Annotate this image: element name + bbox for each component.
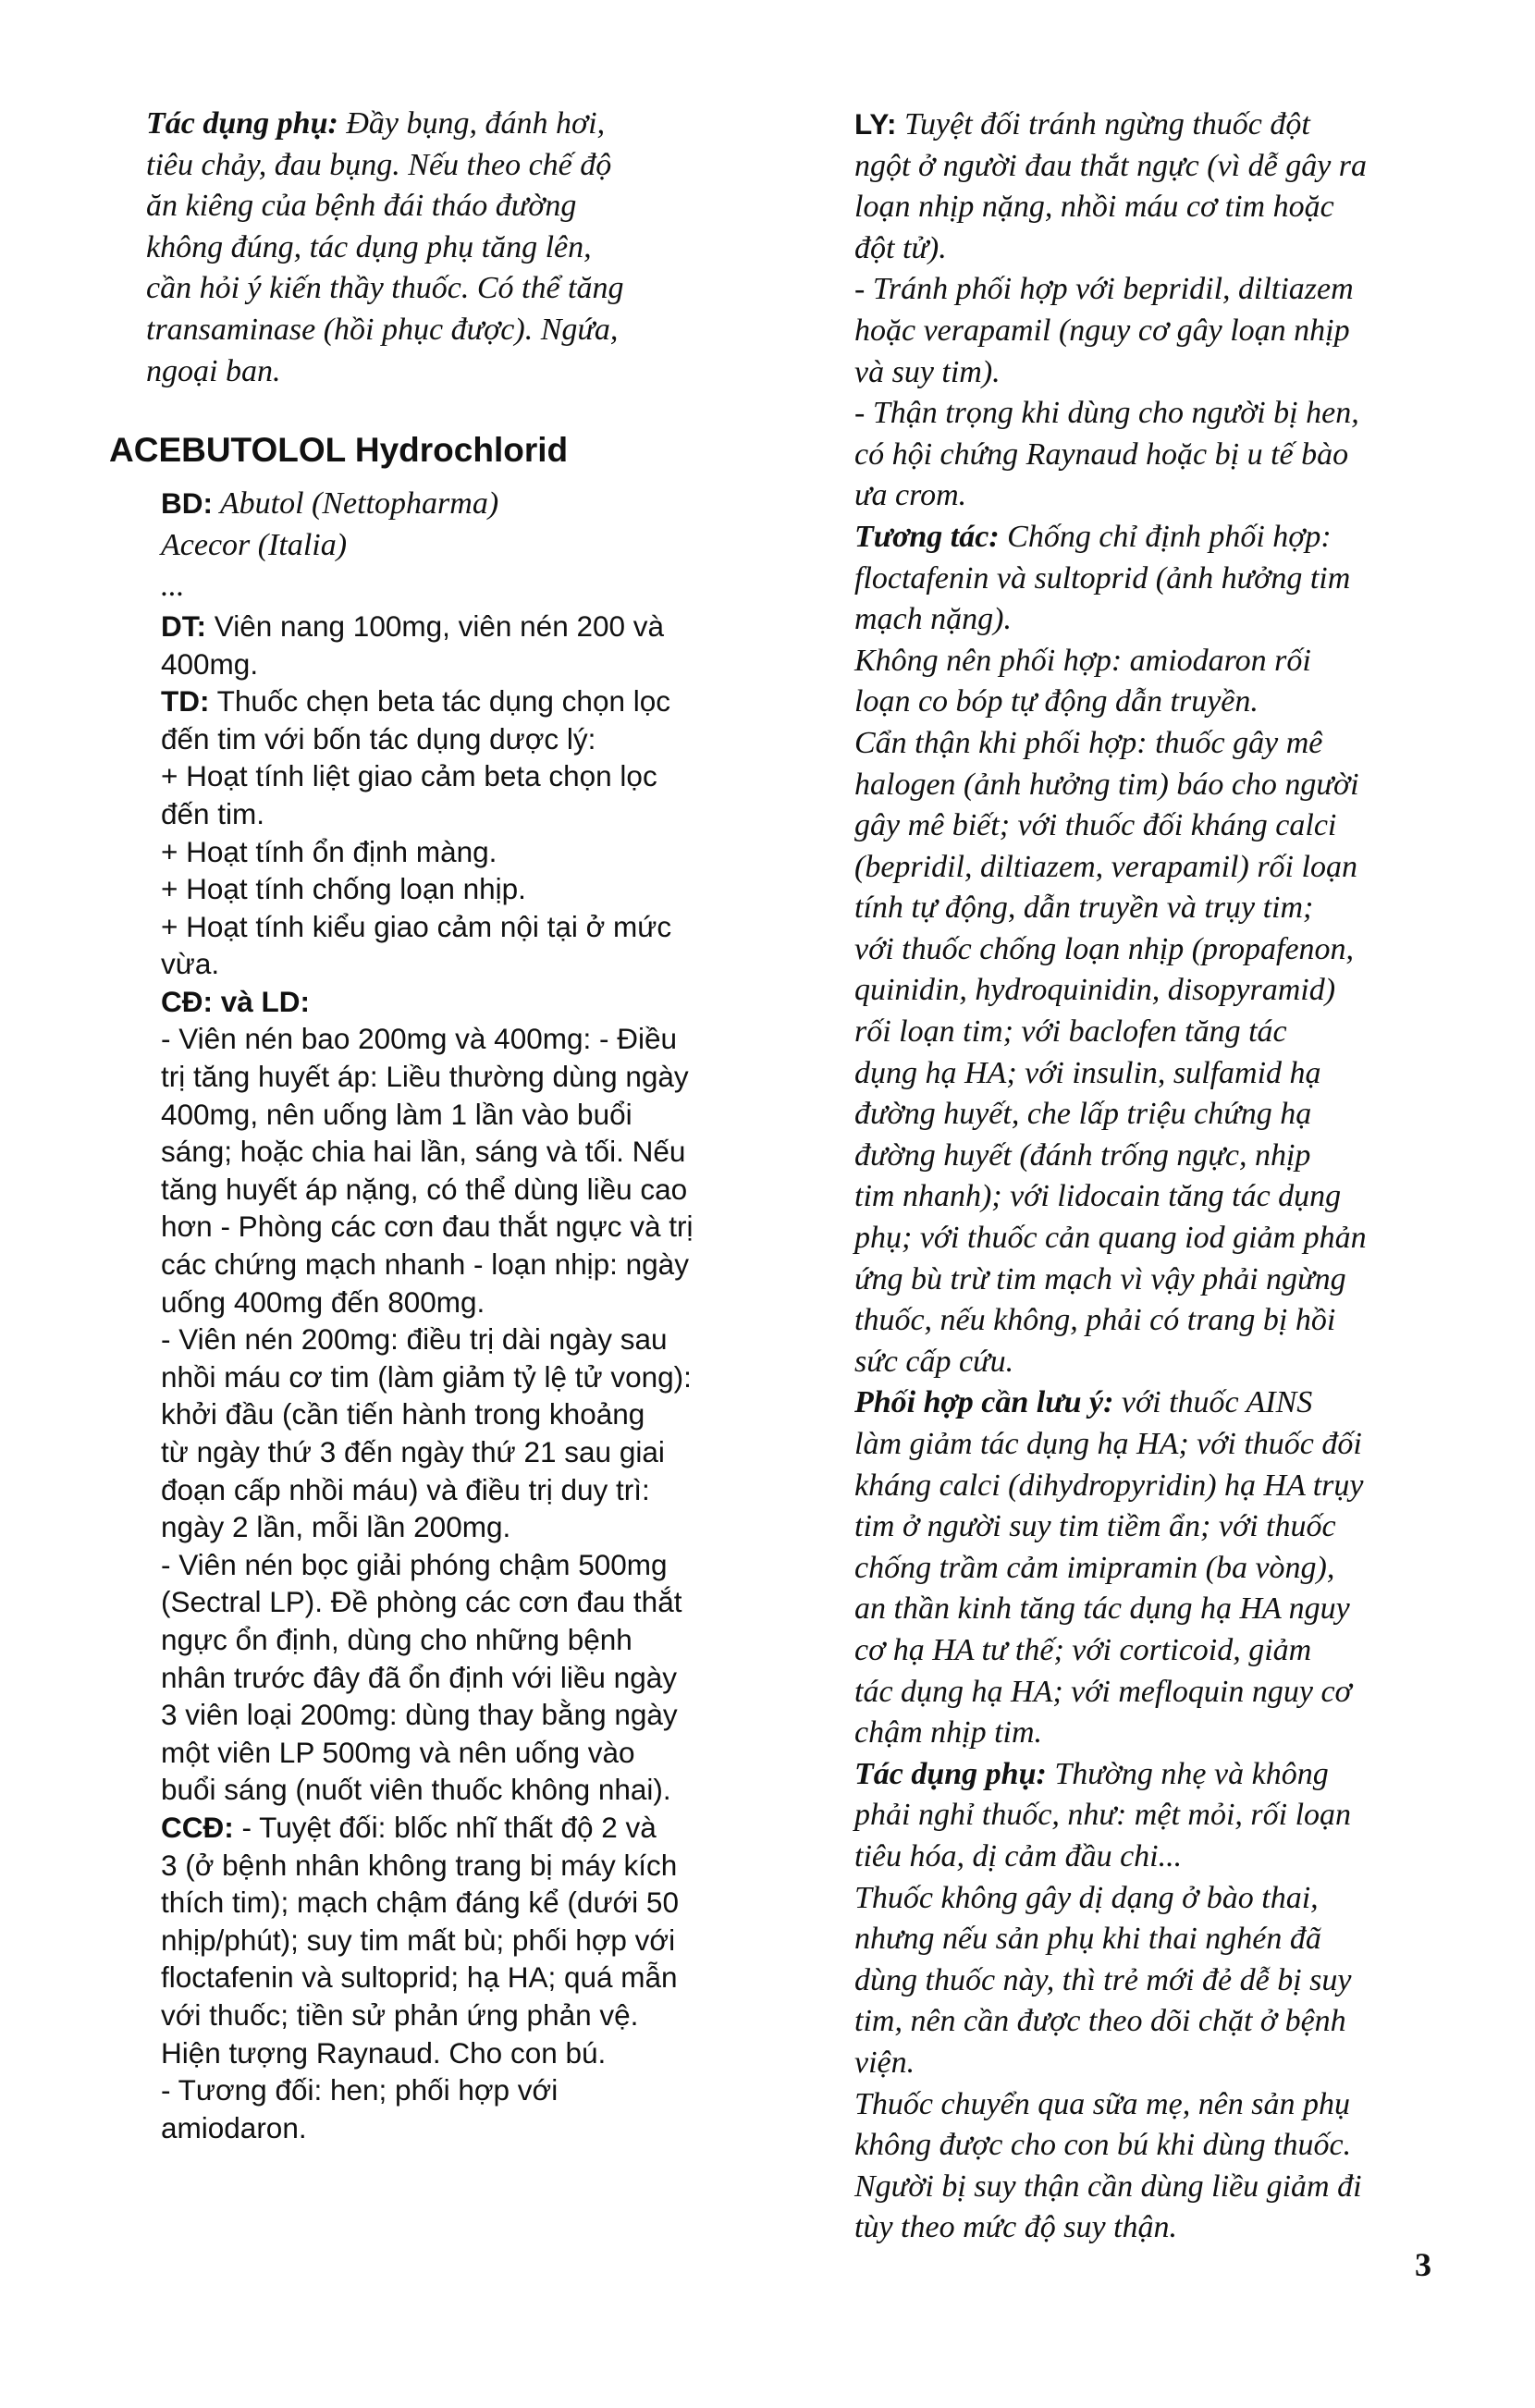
dt-text: Viên nang 100mg, viên nén 200 và 400mg. <box>161 608 665 681</box>
dosage-form-section <box>161 608 756 682</box>
indication-text: - Viên nén bao 200mg và 400mg: - Điều trị tăng huyết áp: Liều thường dùng ngày 400mg, nên uống làm 1 lần vào buổi sáng; hoặc chia hai lần, sáng và tối. Nếu tăng huyết áp nặng, có thể dùng liều cao hơn - Phòng các cơn đau thắt ngực và trị các chứng mạch nhanh - loạn nhịp: ngày uống 400mg đến 800mg. - Viên nén 200mg: điều trị dài ngày sau nhồi máu cơ tim (làm giảm tỷ lệ tử vong): khởi đầu (cần tiến hành trong khoảng từ ngày thứ 3 đến ngày thứ 21 sau giai đoạn cấp nhồi máu) và điều trị duy trì: ngày 2 lần, mỗi lần 200mg. - Viên nén bọc giải phóng chậm 500mg (Sectral LP). Đề phòng các cơn đau thắt ngực ổn định, dùng cho những bệnh nhân trước đây đã ổn định với liều ngày 3 viên loại 200mg: dùng thay bằng ngày một viên LP 500mg và nên uống vào buổi sáng (nuốt viên thuốc không nhai). <box>161 1022 694 1807</box>
bd-label: BD: <box>161 486 213 521</box>
action-section <box>161 682 756 983</box>
caution-section <box>854 104 1461 517</box>
adverse-label: Tác dụng phụ: <box>854 1756 1047 1791</box>
left-column <box>109 104 756 2146</box>
side-effects-intro <box>146 104 756 392</box>
combination-text: với thuốc AINS làm giảm tác dụng hạ HA; với thuốc đối kháng calci (dihydropyridin) hạ HA trụy tim ở người suy tim tiềm ẩn; với thuốc chống trầm cảm imipramin (ba vòng), an thần kinh tăng tác dụng hạ HA nguy cơ hạ HA tư thế; với corticoid, giảm tác dụng hạ HA; với mefloquin nguy cơ chậm nhịp tim. <box>854 1385 1364 1751</box>
bd-text: Abutol (Nettopharma) Acecor (Italia) ... <box>161 486 499 604</box>
side-effects-text: Đầy bụng, đánh hơi, tiêu chảy, đau bụng. Nếu theo chế độ ăn kiêng của bệnh đái tháo đường không đúng, tác dụng phụ tăng lên, cần hỏi ý kiến thầy thuốc. Có thể tăng transaminase (hồi phục được). Ngứa, ngoại ban. <box>146 106 624 388</box>
contraindication-section <box>161 1809 756 2146</box>
interaction-text: Chống chỉ định phối hợp: floctafenin và sultoprid (ảnh hưởng tim mạch nặng). Không nên phối hợp: amiodaron rối loạn co bóp tự động dẫn truyền. Cẩn thận khi phối hợp: thuốc gây mê halogen (ảnh hưởng tim) báo cho người gây mê biết; với thuốc đối kháng calci (bepridil, diltiazem, verapamil) rối loạn tính tự động, dẫn truyền và trụy tim; với thuốc chống loạn nhịp (propafenon, quinidin, hydroquinidin, disopyramid) rối loạn tim; với baclofen tăng tác dụng hạ HA; với insulin, sulfamid hạ đường huyết, che lấp triệu chứng hạ đường huyết (đánh trống ngực, nhịp tim nhanh); với lidocain tăng tác dụng phụ; với thuốc cản quang iod giảm phản ứng bù trừ tim mạch vì vậy phải ngừng thuốc, nếu không, phải có trang bị hồi sức cấp cứu. <box>854 519 1367 1379</box>
brand-section <box>161 483 756 608</box>
adverse-text: Thường nhẹ và không phải nghỉ thuốc, như: mệt mỏi, rối loạn tiêu hóa, dị cảm đầu chi... Thuốc không gây dị dạng ở bào thai, nhưng nếu sản phụ khi thai nghén đã dùng thuốc này, thì trẻ mới đẻ dễ bị suy tim, nên cần được theo dõi chặt ở bệnh viện. Thuốc chuyển qua sữa mẹ, nên sản phụ không được cho con bú khi dùng thuốc. Người bị suy thận cần dùng liều giảm đi tùy theo mức độ suy thận. <box>854 1756 1362 2245</box>
td-label: TD: <box>161 684 210 719</box>
ccd-text: - Tuyệt đối: blốc nhĩ thất độ 2 và 3 (ở bệnh nhân không trang bị máy kích thích tim); mạch chậm đáng kể (dưới 50 nhịp/phút); suy tim mất bù; phối hợp với floctafenin và sultoprid; hạ HA; quá mẫn với thuốc; tiền sử phản ứng phản vệ. Hiện tượng Raynaud. Cho con bú. - Tương đối: hen; phối hợp với amiodaron. <box>161 1810 679 2144</box>
ly-text: Tuyệt đối tránh ngừng thuốc đột ngột ở người đau thắt ngực (vì dễ gây ra loạn nhịp nặng, nhồi máu cơ tim hoặc đột tử). - Tránh phối hợp với bepridil, diltiazem hoặc verapamil (nguy cơ gây loạn nhịp và suy tim). - Thận trọng khi dùng cho người bị hen, có hội chứng Raynaud hoặc bị u tế bào ưa crom. <box>854 107 1368 513</box>
ly-label: LY: <box>854 107 897 141</box>
combination-section <box>854 1382 1461 1753</box>
page-number: 3 <box>1415 2246 1431 2283</box>
dt-label: DT: <box>161 608 206 643</box>
right-column <box>854 104 1461 2249</box>
adverse-section <box>854 1754 1461 2249</box>
ccd-label: CCĐ: <box>161 1810 234 1844</box>
indication-label: CĐ: và LD: <box>161 984 311 1018</box>
td-text: Thuốc chẹn beta tác dụng chọn lọc đến tim với bốn tác dụng dược lý: + Hoạt tính liệt giao cảm beta chọn lọc đến tim. + Hoạt tính ổn định màng. + Hoạt tính chống loạn nhịp. + Hoạt tính kiểu giao cảm nội tại ở mức vừa. <box>161 684 672 981</box>
drug-heading: ACEBUTOLOL Hydrochlorid <box>109 431 569 470</box>
side-effects-label: Tác dụng phụ: <box>146 106 338 141</box>
combination-label: Phối hợp cần lưu ý: <box>854 1385 1114 1420</box>
interaction-section <box>854 517 1461 1382</box>
interaction-label: Tương tác: <box>854 519 1000 554</box>
